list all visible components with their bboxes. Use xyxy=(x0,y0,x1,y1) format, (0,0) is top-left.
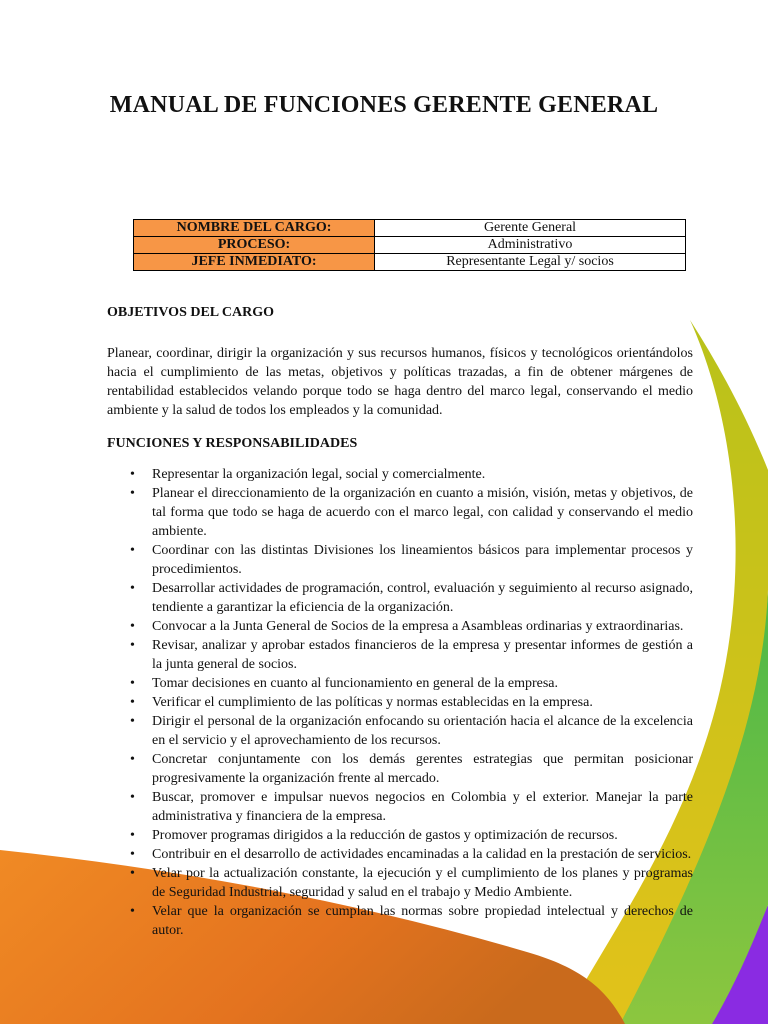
functions-list xyxy=(107,465,693,940)
bullet-icon: • xyxy=(130,866,135,881)
bullet-icon: • xyxy=(130,695,135,710)
info-label: NOMBRE DEL CARGO: xyxy=(134,220,375,237)
list-item: • Verificar el cumplimiento de las políticas y normas establecidas en la empresa. xyxy=(130,695,593,710)
bullet-icon: • xyxy=(130,847,135,862)
info-label: JEFE INMEDIATO: xyxy=(134,254,375,271)
position-info-table xyxy=(133,219,686,271)
bullet-icon: • xyxy=(130,638,135,653)
list-item: • Tomar decisiones en cuanto al funcionamiento en general de la empresa. xyxy=(130,676,559,691)
list-item: • Buscar, promover e impulsar nuevos negocios en Colombia y el exterior. Manejar la parte administrativa y financiera de la empresa. xyxy=(130,790,693,824)
info-label: PROCESO: xyxy=(134,237,375,254)
bullet-icon: • xyxy=(130,790,135,805)
list-item: • Representar la organización legal, social y comercialmente. xyxy=(130,467,486,482)
info-value: Representante Legal y/ socios xyxy=(375,254,686,271)
document-title: MANUAL DE FUNCIONES GERENTE GENERAL xyxy=(109,92,659,118)
list-item: • Velar que la organización se cumplan las normas sobre propiedad intelectual y derechos de autor. xyxy=(130,904,693,938)
bullet-icon: • xyxy=(130,467,135,482)
list-item: • Velar por la actualización constante, la ejecución y el cumplimiento de los planes y programas de Seguridad Industrial, seguridad y salud en el trabajo y Medio Ambiente. xyxy=(130,866,693,900)
table-row xyxy=(134,254,686,271)
list-item: • Dirigir el personal de la organización enfocando su orientación hacia el alcance de la excelencia en el servicio y el aprovechamiento de los recursos. xyxy=(130,714,693,748)
bullet-icon: • xyxy=(130,543,135,558)
list-item: • Concretar conjuntamente con los demás gerentes estrategias que permitan posicionar progresivamente la organización frente al mercado. xyxy=(130,752,693,786)
info-value: Administrativo xyxy=(375,237,686,254)
table-row xyxy=(134,237,686,254)
list-item: • Promover programas dirigidos a la reducción de gastos y optimización de recursos. xyxy=(130,828,618,843)
list-item: • Planear el direccionamiento de la organización en cuanto a misión, visión, metas y objetivos, de tal forma que todo se haga de acuerdo con el marco legal, con calidad y conservando el medio ambiente. xyxy=(130,486,693,539)
list-item: • Convocar a la Junta General de Socios de la empresa a Asambleas ordinarias y extraordinarias. xyxy=(130,619,684,634)
bullet-icon: • xyxy=(130,714,135,729)
objectives-heading: OBJETIVOS DEL CARGO xyxy=(107,305,274,320)
table-row xyxy=(134,220,686,237)
bullet-icon: • xyxy=(130,581,135,596)
bullet-icon: • xyxy=(130,676,135,691)
list-item: • Contribuir en el desarrollo de actividades encaminadas a la calidad en la prestación de servicios. xyxy=(130,847,692,862)
info-value: Gerente General xyxy=(375,220,686,237)
bullet-icon: • xyxy=(130,752,135,767)
objectives-paragraph: Planear, coordinar, dirigir la organización y sus recursos humanos, físicos y tecnológicos orientándolos hacia el cumplimiento de las metas, objetivos y políticas trazadas, a fin de obtener márgenes de rentabilidad establecidos velando porque todo se haga dentro del marco legal, conservando el medio ambiente y la salud de todos los empleados y la comunidad. xyxy=(107,346,693,418)
functions-heading: FUNCIONES Y RESPONSABILIDADES xyxy=(107,436,358,451)
list-item: • Coordinar con las distintas Divisiones los lineamientos básicos para implementar procesos y procedimientos. xyxy=(130,543,693,577)
list-item: • Revisar, analizar y aprobar estados financieros de la empresa y presentar informes de gestión a la junta general de socios. xyxy=(130,638,693,672)
bullet-icon: • xyxy=(130,486,135,501)
bullet-icon: • xyxy=(130,619,135,634)
bullet-icon: • xyxy=(130,828,135,843)
list-item: • Desarrollar actividades de programación, control, evaluación y seguimiento al recurso asignado, tendiente a garantizar la eficiencia de la organización. xyxy=(130,581,693,615)
bullet-icon: • xyxy=(130,904,135,919)
